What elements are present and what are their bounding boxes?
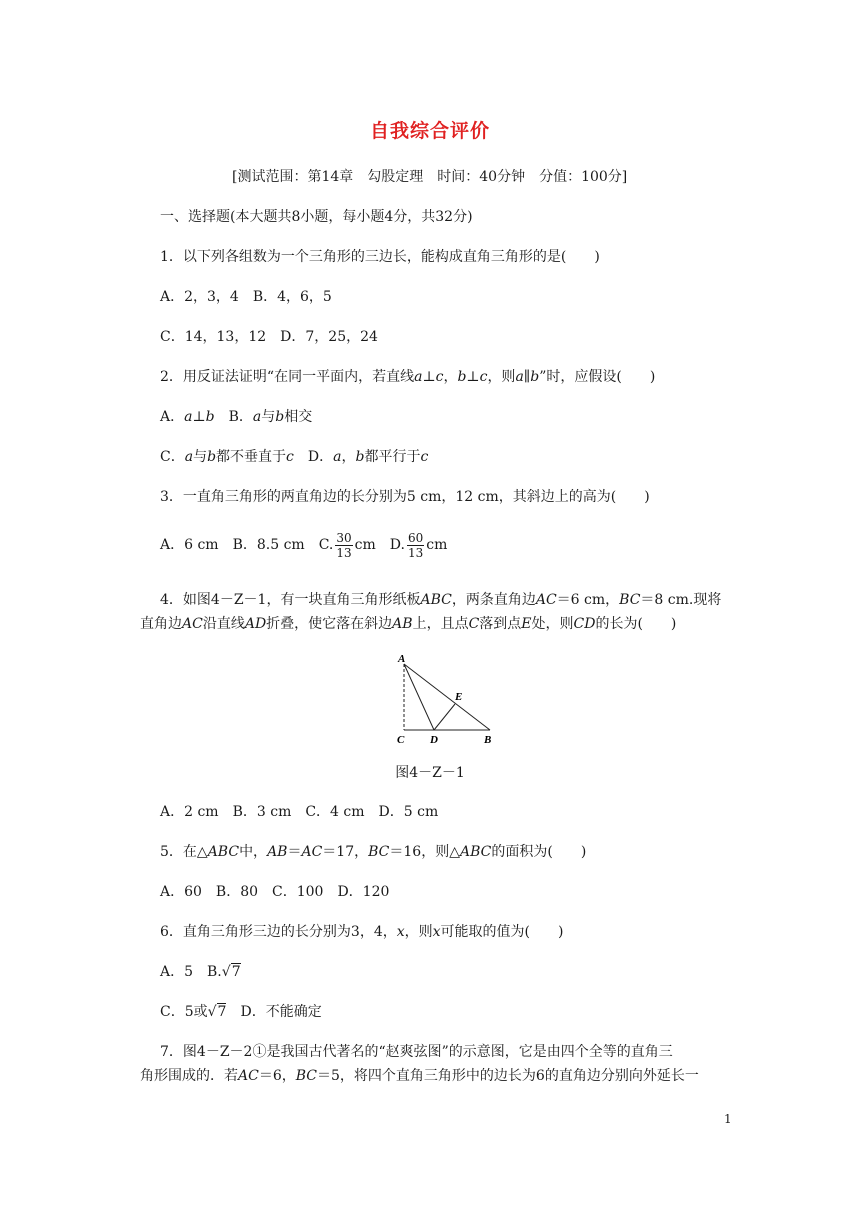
side-ab [404,664,490,730]
sqrt-7: √7 [221,964,241,980]
question-1-options-cd: C．14，13，12 D．7，25，24 [160,329,378,345]
label-a: A [398,653,406,665]
question-7-line1: 7．图4－Z－2①是我国古代著名的“赵爽弦图”的示意图，它是由四个全等的直角三 [160,1044,673,1060]
question-6-options-cd: C．5或√7 D．不能确定 [160,1004,322,1020]
fraction-d: $\frac{60}{13}$ [407,530,424,560]
question-7-line2: 角形围成的．若AC＝6，BC＝5，将四个直角三角形中的边长为6的直角边分别向外延长一 [140,1068,699,1084]
question-4-stem-line1: 4．如图4－Z－1，有一块直角三角形纸板ABC，两条直角边AC＝6 cm，BC＝8 cm.现将 [160,592,722,608]
label-e: E [455,691,463,703]
figure-caption: 图4－Z－1 [395,765,465,781]
page-number: 1 [724,1112,732,1126]
question-4-options: A．2 cm B．3 cm C．4 cm D．5 cm [160,804,439,820]
page-title: 自我综合评价 [369,120,490,142]
question-2-stem: 2．用反证法证明“在同一平面内，若直线a⊥c，b⊥c，则a∥b”时，应假设( ) [160,369,656,385]
section-heading: 一、选择题(本大题共8小题，每小题4分，共32分) [160,209,473,225]
question-3-stem: 3．一直角三角形的两直角边的长分别为5 cm，12 cm，其斜边上的高为( ) [160,489,650,505]
sqrt-7-c: √7 [207,1004,227,1020]
segment-de [434,704,455,730]
question-1-stem: 1．以下列各组数为一个三角形的三边长，能构成直角三角形的是( ) [160,249,600,265]
question-5-stem: 5．在△ABC中，AB＝AC＝17，BC＝16，则△ABC的面积为( ) [160,844,587,860]
question-6-stem: 6．直角三角形三边的长分别为3，4，x，则x可能取的值为( ) [160,924,564,940]
question-3-options: A．6 cm B．8.5 cm C. $\frac{30}{13}$ cm D. $\frac{60}{13}$ cm [160,530,448,560]
label-b: B [484,734,492,746]
question-1-options-ab: A．2，3，4 B．4，6，5 [160,289,332,305]
question-2-options-ab: A．a⊥b B．a与b相交 [160,409,313,425]
triangle-figure [392,650,502,750]
question-4-stem-line2: 直角边AC沿直线AD折叠，使它落在斜边AB上，且点C落到点E处，则CD的长为( ) [140,616,677,632]
question-2-options-cd: C．a与b都不垂直于c D．a，b都平行于c [160,449,429,465]
segment-ad [404,664,434,730]
question-5-options: A．60 B．80 C．100 D．120 [160,884,390,900]
question-6-options-ab: A．5 B.√7 [160,964,241,980]
fraction-c: $\frac{30}{13}$ [336,530,352,560]
test-scope: [测试范围：第14章 勾股定理 时间：40分钟 分值：100分] [232,169,628,185]
label-d: D [430,734,438,746]
label-c: C [397,734,405,746]
